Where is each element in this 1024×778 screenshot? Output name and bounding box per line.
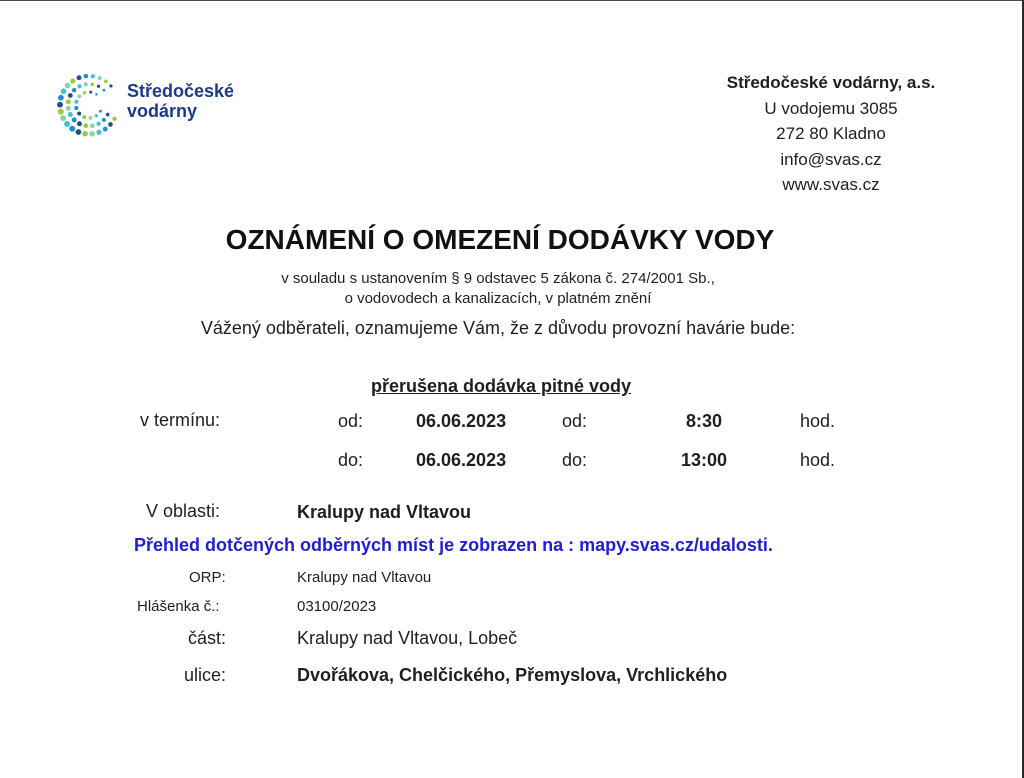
logo-dot <box>95 114 98 117</box>
logo-dot <box>96 122 100 126</box>
logo-dot <box>77 94 81 98</box>
streets-value: Dvořákova, Chelčického, Přemyslova, Vrchlického <box>297 665 728 685</box>
logo-dot <box>77 111 81 115</box>
to-time-label: do: <box>562 450 588 470</box>
logo-dot <box>61 88 67 94</box>
company-logo <box>56 72 256 138</box>
logo-dots-icon <box>56 72 126 138</box>
logo-dot <box>68 93 73 98</box>
logo-dot <box>90 123 95 128</box>
interruption-heading: přerušena dodávka pitné vody <box>370 376 632 396</box>
page-border-top <box>0 0 1024 1</box>
logo-dot <box>99 110 102 113</box>
to-unit: hod. <box>800 450 836 470</box>
logo-dot <box>65 83 70 88</box>
logo-dot <box>106 113 110 117</box>
part-value: Kralupy nad Vltavou, Lobeč <box>297 628 518 648</box>
logo-dot <box>58 109 64 115</box>
logo-dot <box>96 130 101 135</box>
logo-dot <box>76 129 82 135</box>
logo-dot <box>74 106 78 110</box>
from-time: 8:30 <box>685 411 723 431</box>
logo-dot <box>68 112 73 117</box>
to-date-label: do: <box>338 450 364 470</box>
logo-dot <box>77 84 81 88</box>
map-notice-link[interactable]: Přehled dotčených odběrných míst je zobrazen na : mapy.svas.cz/udalosti. <box>134 535 773 555</box>
logo-dot <box>102 89 105 92</box>
to-time: 13:00 <box>680 450 728 470</box>
logo-dot <box>89 131 94 136</box>
from-date: 06.06.2023 <box>416 411 507 431</box>
logo-dot <box>70 78 75 83</box>
logo-wordmark <box>127 81 234 121</box>
logo-dot <box>108 122 113 127</box>
company-address <box>700 70 962 198</box>
orp-value: Kralupy nad Vltavou <box>297 569 432 586</box>
logo-dot <box>77 75 82 80</box>
logo-dot <box>90 82 94 86</box>
notice-title: OZNÁMENÍ O OMEZENÍ DODÁVKY VODY <box>225 224 775 255</box>
logo-dot <box>95 93 98 96</box>
logo-dot <box>112 117 116 121</box>
logo-dot <box>83 123 88 128</box>
to-date: 06.06.2023 <box>416 450 507 470</box>
logo-dot <box>77 121 82 126</box>
logo-dot <box>84 74 89 79</box>
logo-dot <box>64 121 70 127</box>
logo-dot <box>83 91 86 94</box>
company-city: 272 80 Kladno <box>776 124 886 143</box>
area-label: V oblasti: <box>146 501 221 521</box>
logo-dot <box>84 82 88 86</box>
logo-dot <box>66 99 71 104</box>
logo-dot <box>82 115 86 119</box>
orp-label: ORP: <box>189 569 226 586</box>
logo-dot <box>82 131 88 137</box>
logo-line-2: vodárny <box>127 101 198 121</box>
logo-dot <box>102 118 106 122</box>
term-label: v termínu: <box>140 410 221 430</box>
from-time-label: od: <box>562 411 588 431</box>
logo-dot <box>66 106 71 111</box>
logo-dot <box>89 91 92 94</box>
logo-dot <box>104 80 108 84</box>
logo-dot <box>57 102 63 108</box>
area-value: Kralupy nad Vltavou <box>297 502 472 522</box>
logo-dot <box>74 100 78 104</box>
company-street: U vodojemu 3085 <box>764 98 898 118</box>
from-unit: hod. <box>800 411 836 431</box>
logo-dot <box>103 127 108 132</box>
legal-line-2: o vodovodech a kanalizacích, v platném znění <box>344 290 652 307</box>
legal-line-1: v souladu s ustanovením § 9 odstavec 5 zákona č. 274/2001 Sb., <box>281 270 715 287</box>
logo-dot <box>98 76 102 80</box>
greeting-text: Vážený odběrateli, oznamujeme Vám, že z důvodu provozní havárie bude: <box>200 318 796 338</box>
logo-dot <box>69 126 75 132</box>
report-label: Hlášenka č.: <box>137 598 220 615</box>
logo-dot <box>91 74 95 78</box>
logo-dot <box>97 85 100 88</box>
from-date-label: od: <box>338 411 364 431</box>
streets-label: ulice: <box>184 665 227 685</box>
company-name: Středočeské vodárny, a.s. <box>726 73 936 92</box>
logo-line-1: Středočeské <box>127 81 235 101</box>
logo-dot <box>89 116 93 120</box>
logo-dot <box>58 95 64 101</box>
logo-dot <box>72 117 77 122</box>
company-email: info@svas.cz <box>780 149 882 169</box>
logo-dot <box>109 84 112 87</box>
report-value: 03100/2023 <box>297 598 377 615</box>
logo-dot <box>60 115 66 121</box>
logo-dot <box>72 88 77 93</box>
company-web: www.svas.cz <box>782 175 880 194</box>
part-label: část: <box>188 628 227 648</box>
